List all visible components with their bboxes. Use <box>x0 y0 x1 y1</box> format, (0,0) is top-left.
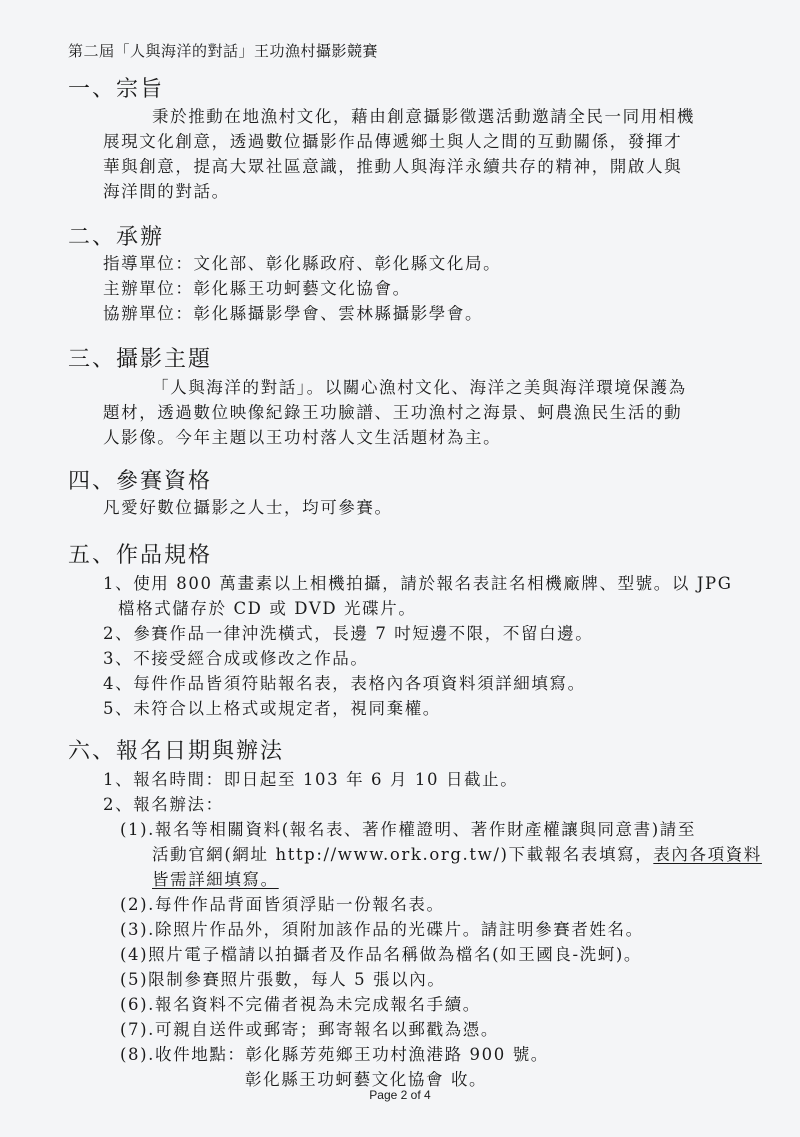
section-title-registration: 六、報名日期與辦法 <box>68 739 285 764</box>
organizer-line: 主辦單位：彰化縣王功蚵藝文化協會。 <box>103 279 411 298</box>
registration-line: (2).每件作品背面皆須浮貼一份報名表。 <box>120 895 445 914</box>
document-header: 第二屆「人與海洋的對話」王功漁村攝影競賽 <box>68 42 379 60</box>
theme-line: 人影像。今年主題以王功村落人文生活題材為主。 <box>103 428 502 447</box>
section-title-organizers: 二、承辦 <box>68 225 165 250</box>
registration-line: (4)照片電子檔請以拍攝者及作品名稱做為檔名(如王國良-洗蚵)。 <box>120 945 643 964</box>
theme-line: 題材，透過數位映像紀錄王功臉譜、王功漁村之海景、蚵農漁民生活的動 <box>103 403 683 422</box>
spec-line: 2、參賽作品一律沖洗橫式，長邊 7 吋短邊不限，不留白邊。 <box>103 624 594 643</box>
purpose-line: 秉於推動在地漁村文化，藉由創意攝影徵選活動邀請全民一同用相機 <box>152 107 695 126</box>
spec-line: 檔格式儲存於 CD 或 DVD 光碟片。 <box>118 599 417 618</box>
underlined-note: 皆需詳細填寫。 <box>152 870 279 889</box>
section-title-theme: 三、攝影主題 <box>68 347 213 372</box>
theme-line: 「人與海洋的對話」。以關心漁村文化、海洋之美與海洋環境保護為 <box>152 378 687 397</box>
organizer-line: 指導單位：文化部、彰化縣政府、彰化縣文化局。 <box>103 254 502 273</box>
registration-website-text: 活動官網(網址 http://www.ork.org.tw/)下載報名表填寫， <box>152 845 654 864</box>
spec-line: 4、每件作品皆須符貼報名表，表格內各項資料須詳細填寫。 <box>103 674 586 693</box>
organizer-line: 協辦單位：彰化縣攝影學會、雲林縣攝影學會。 <box>103 304 484 323</box>
registration-line: (8).收件地點：彰化縣芳苑鄉王功村漁港路 900 號。 <box>120 1045 549 1064</box>
section-title-eligibility: 四、參賽資格 <box>68 469 213 494</box>
spec-line: 5、未符合以上格式或規定者，視同棄權。 <box>103 699 441 718</box>
purpose-line: 展現文化創意，透過數位攝影作品傳遞鄉土與人之間的互動關係，發揮才 <box>103 132 683 151</box>
purpose-line: 海洋間的對話。 <box>103 182 230 201</box>
registration-line: 1、報名時間：即日起至 103 年 6 月 10 日截止。 <box>103 770 519 789</box>
registration-line: (5)限制參賽照片張數，每人 5 張以內。 <box>120 970 446 989</box>
section-title-purpose: 一、宗旨 <box>68 77 165 102</box>
registration-line <box>152 841 762 865</box>
spec-line: 1、使用 800 萬畫素以上相機拍攝，請於報名表註名相機廠牌、型號。以 JPG <box>103 574 733 593</box>
registration-line: (1).報名等相關資料(報名表、著作權證明、著作財產權讓與同意書)請至 <box>120 820 696 839</box>
registration-line: 2、報名辦法： <box>103 795 224 814</box>
section-title-specs: 五、作品規格 <box>68 543 213 568</box>
purpose-line: 華與創意，提高大眾社區意識，推動人與海洋永續共存的精神，開啟人與 <box>103 157 683 176</box>
page-number: Page 2 of 4 <box>369 1088 431 1102</box>
registration-line: (7).可親自送件或郵寄；郵寄報名以郵戳為憑。 <box>120 1020 499 1039</box>
spec-line: 3、不接受經合成或修改之作品。 <box>103 649 369 668</box>
registration-line: 彰化縣王功蚵藝文化協會 收。 <box>245 1070 488 1089</box>
eligibility-line: 凡愛好數位攝影之人士，均可參賽。 <box>103 498 393 517</box>
registration-line: (3).除照片作品外，須附加該作品的光碟片。請註明參賽者姓名。 <box>120 920 644 939</box>
registration-line: (6).報名資料不完備者視為未完成報名手續。 <box>120 995 481 1014</box>
underlined-note: 表內各項資料 <box>653 845 762 864</box>
